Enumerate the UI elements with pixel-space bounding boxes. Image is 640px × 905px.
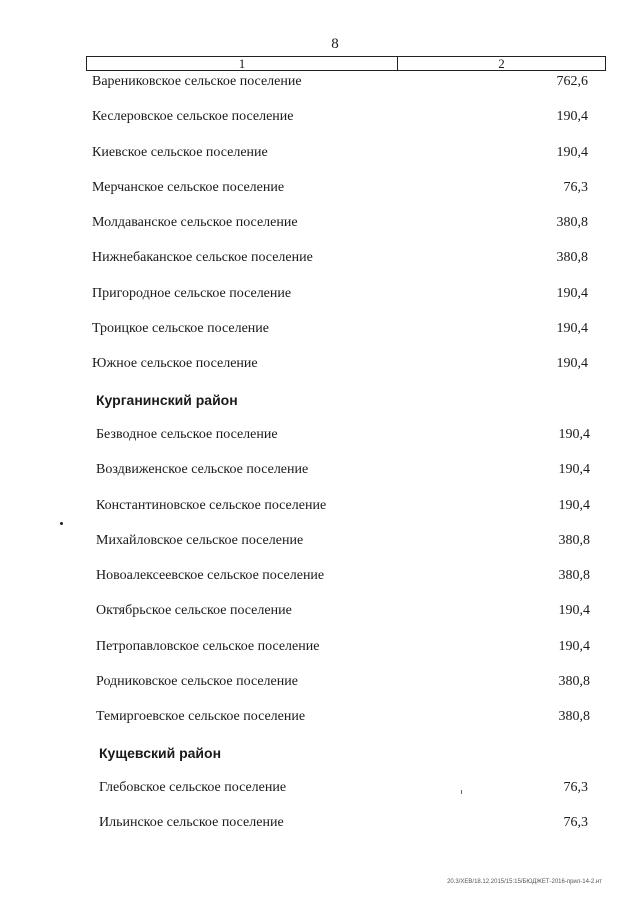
document-footer: 20.3/XEB/18.12.2015/15:15/БЮДЖЕТ-2016-прил-14-2.нт: [447, 879, 602, 885]
table-row: [0, 707, 640, 742]
table-row: [0, 72, 640, 107]
table-row: [0, 637, 640, 672]
settlements-table: [0, 72, 640, 849]
settlement-name: Глебовское сельское поселение: [99, 779, 287, 795]
settlement-name: Пригородное сельское поселение: [92, 285, 292, 301]
settlement-name: Кеслеровское сельское поселение: [92, 109, 294, 125]
settlement-value: 190,4: [556, 144, 588, 160]
table-row: [0, 813, 640, 848]
settlement-name: Петропавловское сельское поселение: [96, 638, 320, 654]
table-row: [0, 319, 640, 354]
district-name: Кущевский район: [99, 744, 222, 761]
table-row: [0, 496, 640, 531]
settlement-value: 190,4: [556, 321, 588, 337]
settlement-name: Мерчанское сельское поселение: [92, 179, 285, 195]
settlement-value: 380,8: [556, 250, 588, 266]
settlement-name: Михайловское сельское поселение: [96, 532, 304, 548]
district-heading-row: [0, 390, 640, 425]
settlement-value: 190,4: [558, 603, 590, 619]
settlement-value: 380,8: [558, 532, 590, 548]
settlement-value: 190,4: [558, 462, 590, 478]
settlement-name: Константиновское сельское поселение: [96, 497, 327, 513]
table-row: [0, 284, 640, 319]
settlement-name: Молдаванское сельское поселение: [92, 215, 298, 231]
table-row: [0, 107, 640, 142]
settlement-name: Южное сельское поселение: [92, 356, 258, 372]
settlement-value: 380,8: [558, 568, 590, 584]
scan-speck: [60, 522, 63, 525]
settlement-value: 190,4: [556, 285, 588, 301]
settlement-value: 190,4: [556, 356, 588, 372]
settlement-value: 76,3: [563, 779, 588, 795]
settlement-value: 380,8: [558, 709, 590, 725]
table-row: [0, 672, 640, 707]
table-row: [0, 143, 640, 178]
district-heading-row: [0, 743, 640, 778]
settlement-name: Безводное сельское поселение: [96, 426, 278, 442]
table-row: [0, 354, 640, 389]
page-number: 8: [331, 36, 339, 52]
table-row: [0, 601, 640, 636]
settlement-value: 762,6: [556, 74, 588, 89]
district-name: Курганинский район: [96, 391, 238, 408]
table-row: [0, 213, 640, 248]
settlement-value: 190,4: [558, 497, 590, 513]
table-row: [0, 778, 640, 813]
table-row: [0, 460, 640, 495]
scan-speck: [461, 790, 462, 794]
settlement-value: 190,4: [558, 426, 590, 442]
table-row: [0, 178, 640, 213]
settlement-value: 380,8: [558, 674, 590, 690]
settlement-value: 190,4: [558, 638, 590, 654]
settlement-value: 190,4: [556, 109, 588, 125]
settlement-name: Воздвиженское сельское поселение: [96, 462, 309, 478]
settlement-name: Ильинское сельское поселение: [99, 815, 284, 831]
table-row: [0, 531, 640, 566]
table-header-col-1: 1: [87, 57, 398, 70]
settlement-name: Варениковское сельское поселение: [92, 74, 302, 89]
settlement-value: 76,3: [563, 815, 588, 831]
table-header: [86, 56, 606, 71]
settlement-value: 76,3: [563, 179, 588, 195]
settlement-name: Темиргоевское сельское поселение: [96, 709, 306, 725]
settlement-name: Троицкое сельское поселение: [92, 321, 269, 337]
settlement-name: Октябрьское сельское поселение: [96, 603, 292, 619]
settlement-value: 380,8: [556, 215, 588, 231]
table-header-col-2: 2: [498, 56, 505, 71]
table-row: [0, 248, 640, 283]
settlement-name: Нижнебаканское сельское поселение: [92, 250, 313, 266]
table-row: [0, 425, 640, 460]
table-row: [0, 566, 640, 601]
settlement-name: Родниковское сельское поселение: [96, 674, 298, 690]
settlement-name: Новоалексеевское сельское поселение: [96, 568, 325, 584]
settlement-name: Киевское сельское поселение: [92, 144, 268, 160]
